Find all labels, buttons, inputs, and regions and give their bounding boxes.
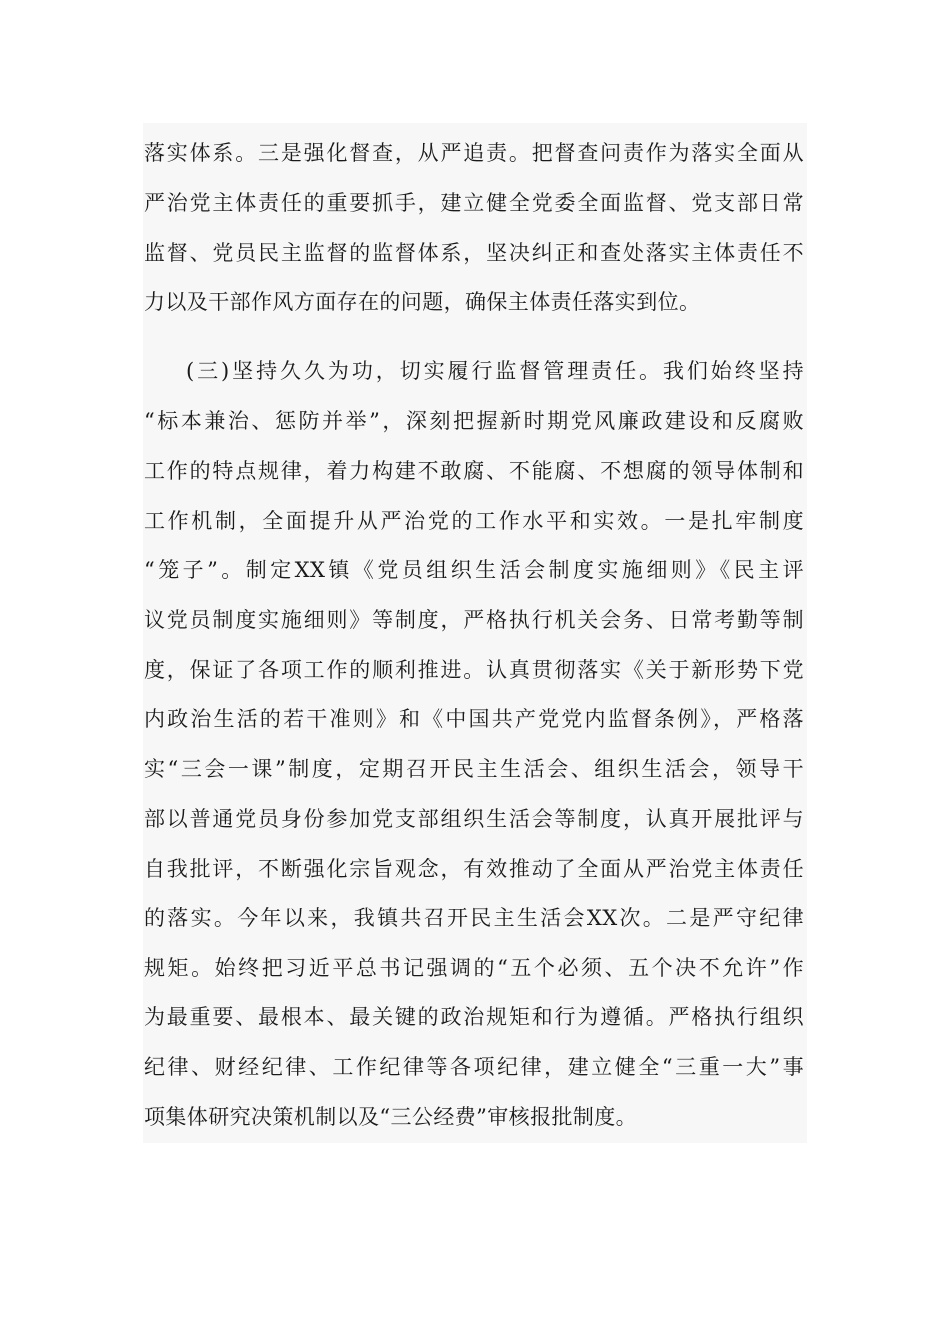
text-line: 度，保证了各项工作的顺利推进。认真贯彻落实《关于新形势下党: [144, 658, 804, 682]
text-line: 的落实。今年以来，我镇共召开民主生活会XX次。二是严守纪律: [144, 906, 804, 930]
text-line: 部以普通党员身份参加党支部组织生活会等制度，认真开展批评与: [144, 807, 804, 831]
text-line: 工作的特点规律，着力构建不敢腐、不能腐、不想腐的领导体制和: [144, 459, 804, 483]
text-line: 议党员制度实施细则》等制度，严格执行机关会务、日常考勤等制: [144, 608, 804, 632]
text-line: 监督、党员民主监督的监督体系，坚决纠正和查处落实主体责任不: [144, 241, 804, 265]
text-line: 项集体研究决策机制以及“三公经费”审核报批制度。: [144, 1105, 638, 1129]
text-line: 实“三会一课”制度，定期召开民主生活会、组织生活会，领导干: [144, 757, 804, 781]
text-line: 为最重要、最根本、最关键的政治规矩和行为遵循。严格执行组织: [144, 1005, 804, 1029]
text-line: “笼子”。制定XX镇《党员组织生活会制度实施细则》《民主评: [144, 558, 804, 582]
text-line: 规矩。始终把习近平总书记强调的“五个必须、五个决不允许”作: [144, 956, 804, 980]
text-line: 严治党主体责任的重要抓手，建立健全党委全面监督、党支部日常: [144, 191, 804, 215]
text-line: 落实体系。三是强化督查，从严追责。把督查问责作为落实全面从: [144, 141, 804, 165]
text-line: 自我批评，不断强化宗旨观念，有效推动了全面从严治党主体责任: [144, 857, 804, 881]
text-line: 纪律、财经纪律、工作纪律等各项纪律，建立健全“三重一大”事: [144, 1055, 804, 1079]
text-line: 工作机制，全面提升从严治党的工作水平和实效。一是扎牢制度: [144, 509, 804, 533]
text-line: 内政治生活的若干准则》和《中国共产党党内监督条例》，严格落: [144, 707, 804, 731]
text-line: 力以及干部作风方面存在的问题，确保主体责任落实到位。: [144, 290, 701, 314]
text-line: “标本兼治、惩防并举”，深刻把握新时期党风廉政建设和反腐败: [144, 409, 804, 433]
text-line: (三)坚持久久为功，切实履行监督管理责任。我们始终坚持: [186, 359, 804, 383]
